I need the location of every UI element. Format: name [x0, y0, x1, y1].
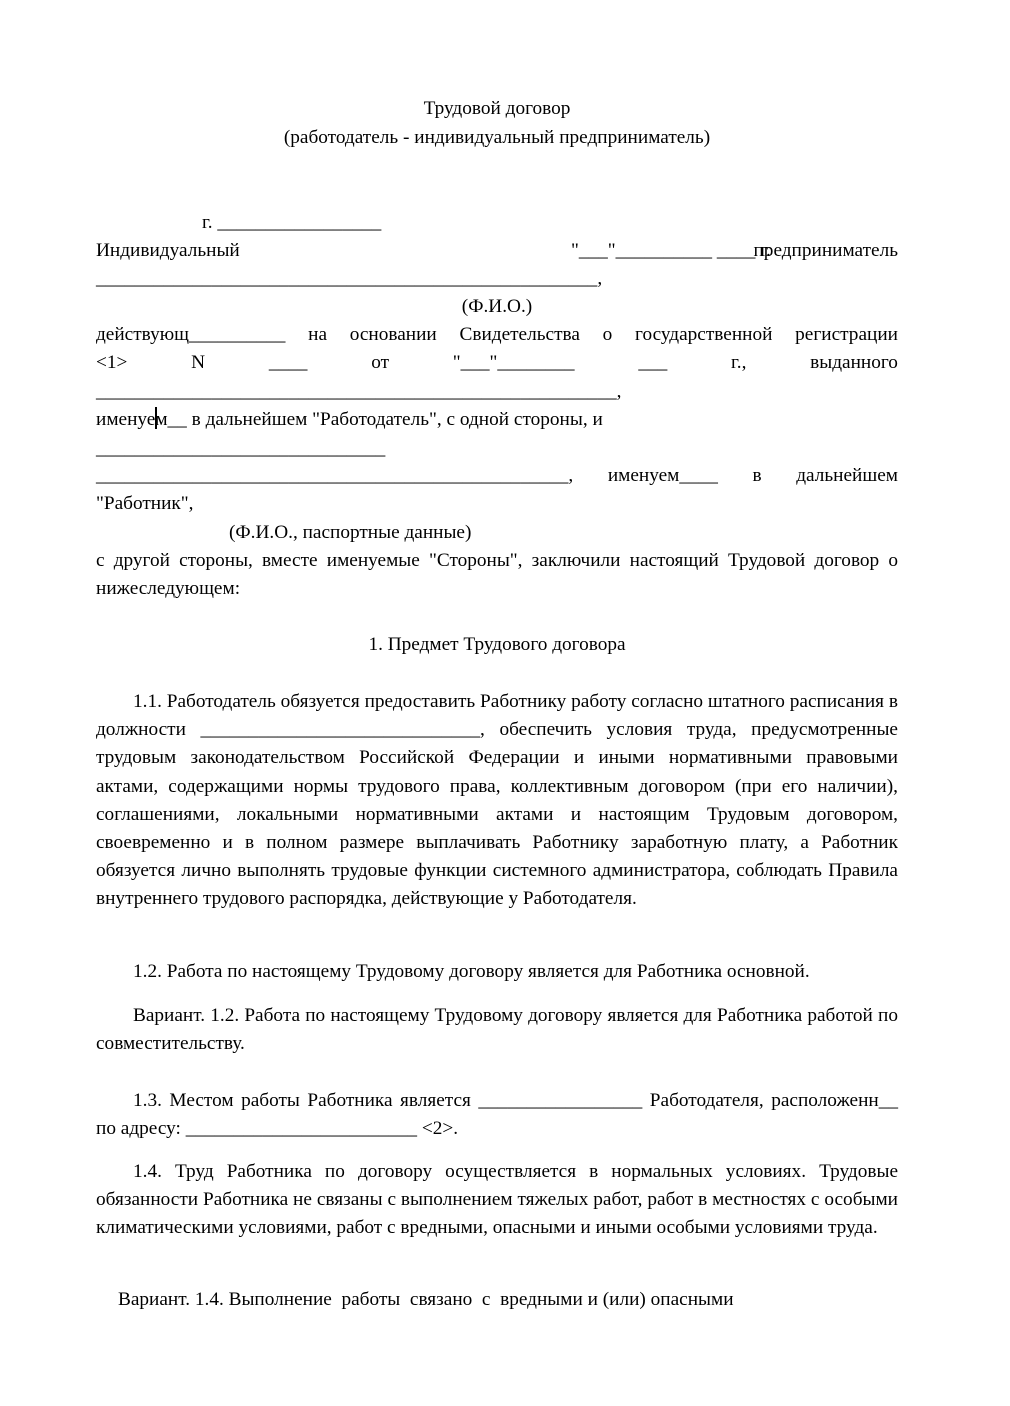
clause-1-3: 1.3. Местом работы Работника является _________________ Работодателя, расположенн__ по адресу: ________________________ <2>. [96, 1090, 898, 1140]
preamble-line-9 [96, 462, 898, 490]
clause-1-2: 1.2. Работа по настоящему Трудовому договору является для Работника основной. [133, 961, 810, 982]
word: дальнейшем [796, 465, 898, 486]
certificate-date-blank[interactable]: "___"________ [452, 352, 575, 373]
preamble-line-1 [96, 237, 898, 265]
preamble-text: м__ в дальнейшем "Работодатель", с одной стороны, и [155, 409, 603, 430]
acting-blank[interactable]: действующ__________ [96, 324, 286, 345]
clause-1-4-variant: Вариант. 1.4. Выполнение работы связано с вредными и (или) опасными [118, 1289, 734, 1310]
preamble-line-4 [96, 321, 898, 349]
preamble-closing: с другой стороны, вместе именуемые "Стороны", заключили настоящий Трудовой договор о нижеследующем: [96, 550, 898, 600]
clause-1-2-variant: Вариант. 1.2. Работа по настоящему Трудовому договору является для Работника работой по совместительству. [96, 1005, 898, 1055]
section-1-heading: 1. Предмет Трудового договора [368, 634, 626, 655]
issued-by-blank[interactable]: ______________________________________________________, [96, 381, 622, 402]
certificate-year-blank[interactable]: ___ [638, 352, 668, 373]
employee-name-blank[interactable]: _________________________________________________, [96, 465, 574, 486]
preamble-text: именуе [96, 409, 156, 430]
word: N [191, 352, 206, 373]
employer-name-blank[interactable]: ____________________________________________________, [96, 268, 603, 289]
word: в [752, 465, 762, 486]
document-subtitle: (работодатель - индивидуальный предприниматель) [283, 127, 711, 148]
word: г., [731, 352, 747, 373]
clause-1-4: 1.4. Труд Работника по договору осуществляется в нормальных условиях. Трудовые обязанности Работника не связаны с выполнением тяжелых работ, работ в местностях с особыми климатическими условиями, работ с вредными, опасными и иными особыми условиями труда. [96, 1161, 898, 1239]
word: регистрации [795, 324, 898, 345]
word: именуем____ [607, 465, 718, 486]
word: государственной [635, 324, 773, 345]
fio-passport-caption: (Ф.И.О., паспортные данные) [229, 522, 472, 543]
employee-label: "Работник", [96, 493, 194, 514]
word: основании [349, 324, 437, 345]
footnote-ref-1[interactable]: <1> [96, 352, 128, 373]
word: выданного [810, 352, 898, 373]
preamble-line-5 [96, 349, 898, 377]
word: Свидетельства [459, 324, 580, 345]
date-field[interactable]: "___"__________ ____ г. [571, 240, 771, 261]
fio-caption: (Ф.И.О.) [461, 296, 533, 317]
word: на [308, 324, 328, 345]
document-title: Трудовой договор [423, 98, 571, 119]
clause-1-1: 1.1. Работодатель обязуется предоставить Работнику работу согласно штатного расписания в должности _____________________________, обеспечить условия труда, предусмотренные трудовым законодательством Российской Федерации и иными нормативными правовыми актами, содержащими нормы трудового права, коллективным договором (при его наличии), соглашениями, локальными нормативными актами и настоящим Трудовым договором, своевременно и в полном размере выплачивать Работнику заработную плату, а Работник обязуется лично выполнять трудовые функции системного администратора, соблюдать Правила внутреннего трудового распорядка, действующие у Работодателя. [96, 691, 898, 910]
preamble-text: предприниматель [753, 240, 898, 261]
preamble-text: Индивидуальный [96, 240, 240, 261]
word: от [371, 352, 389, 373]
employee-blank-short[interactable]: ______________________________ [96, 438, 386, 459]
certificate-number-blank[interactable]: ____ [268, 352, 308, 373]
preamble-line-7 [96, 406, 898, 434]
word: о [602, 324, 613, 345]
city-field[interactable]: г. _________________ [202, 212, 382, 233]
